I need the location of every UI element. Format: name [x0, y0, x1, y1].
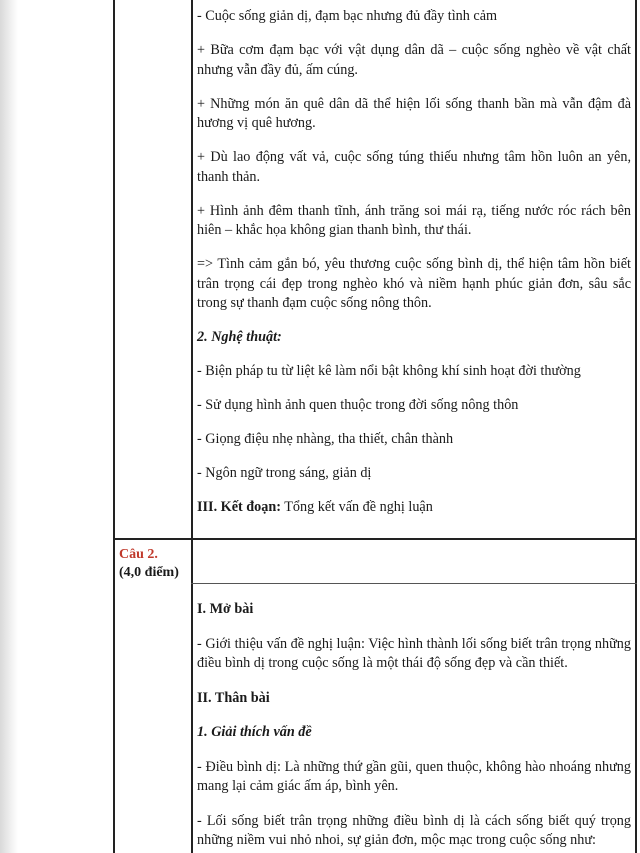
content-item: - Sử dụng hình ảnh quen thuộc trong đời sống nông thôn: [197, 397, 519, 413]
question-number: Câu 2.: [119, 547, 158, 562]
content-item: + Hình ảnh đêm thanh tĩnh, ánh trăng soi mái rạ, tiếng nước róc rách bên hiên – khắc họa không gian thanh bình, thư thái.: [197, 202, 631, 238]
question-points: (4,0 điểm): [119, 565, 179, 580]
content-item: + Dù lao động vất vả, cuộc sống túng thiếu nhưng tâm hồn luôn an yên, thanh thản.: [197, 149, 631, 185]
table-row-divider: [113, 538, 637, 540]
content-item: + Bữa cơm đạm bạc với vật dụng dân dã – cuộc sống nghèo về vật chất nhưng vẫn đầy đủ, ấm cúng.: [197, 42, 631, 78]
body-heading: II. Thân bài: [197, 689, 270, 706]
table-border-right: [635, 0, 637, 853]
table-inner-divider: [191, 583, 637, 584]
content-item: - Giới thiệu vấn đề nghị luận: Việc hình thành lối sống biết trân trọng những điều bình dị trong cuộc sống là một thái độ sống đẹp và cần thiết.: [197, 635, 631, 671]
art-heading: 2. Nghệ thuật:: [197, 329, 282, 345]
content-item: - Ngôn ngữ trong sáng, giản dị: [197, 465, 372, 481]
content-item: - Cuộc sống giản dị, đạm bạc nhưng đủ đầy tình cảm: [197, 8, 498, 24]
content-item: - Điều bình dị: Là những thứ gần gũi, quen thuộc, không hào nhoáng nhưng mang lại cảm giác ấm áp, bình yên.: [197, 758, 631, 794]
conclusion-label: III. Kết đoạn:: [197, 499, 281, 515]
page-edge-shadow: [0, 0, 18, 853]
content-item: - Lối sống biết trân trọng những điều bình dị là cách sống biết quý trọng những niềm vui nhỏ nhoi, sự giản đơn, mộc mạc trong cuộc sống như:: [197, 812, 631, 848]
conclusion-text: Tổng kết vấn đề nghị luận: [280, 499, 433, 515]
table-border-middle: [191, 0, 193, 853]
content-item: + Những món ăn quê dân dã thể hiện lối sống thanh bần mà vẫn đậm đà hương vị quê hương.: [197, 95, 631, 131]
answer-cell-question2: [197, 600, 631, 851]
conclusion-line: [197, 498, 631, 518]
question-label-cell: [119, 546, 189, 582]
intro-heading: I. Mở bài: [197, 601, 254, 617]
content-item: => Tình cảm gắn bó, yêu thương cuộc sống bình dị, thể hiện tâm hồn biết trân trọng cái đẹp trong nghèo khó và niềm hạnh phúc giản đơn, sâu sắc trong sự thanh đạm cuộc sống nông thôn.: [197, 256, 631, 311]
content-item: - Giọng điệu nhẹ nhàng, tha thiết, chân thành: [197, 431, 454, 447]
content-item: - Biện pháp tu từ liệt kê làm nổi bật không khí sinh hoạt đời thường: [197, 363, 581, 379]
answer-cell-question1: [197, 7, 631, 518]
table-border-left: [113, 0, 115, 853]
explain-heading: 1. Giải thích vấn đề: [197, 724, 312, 740]
